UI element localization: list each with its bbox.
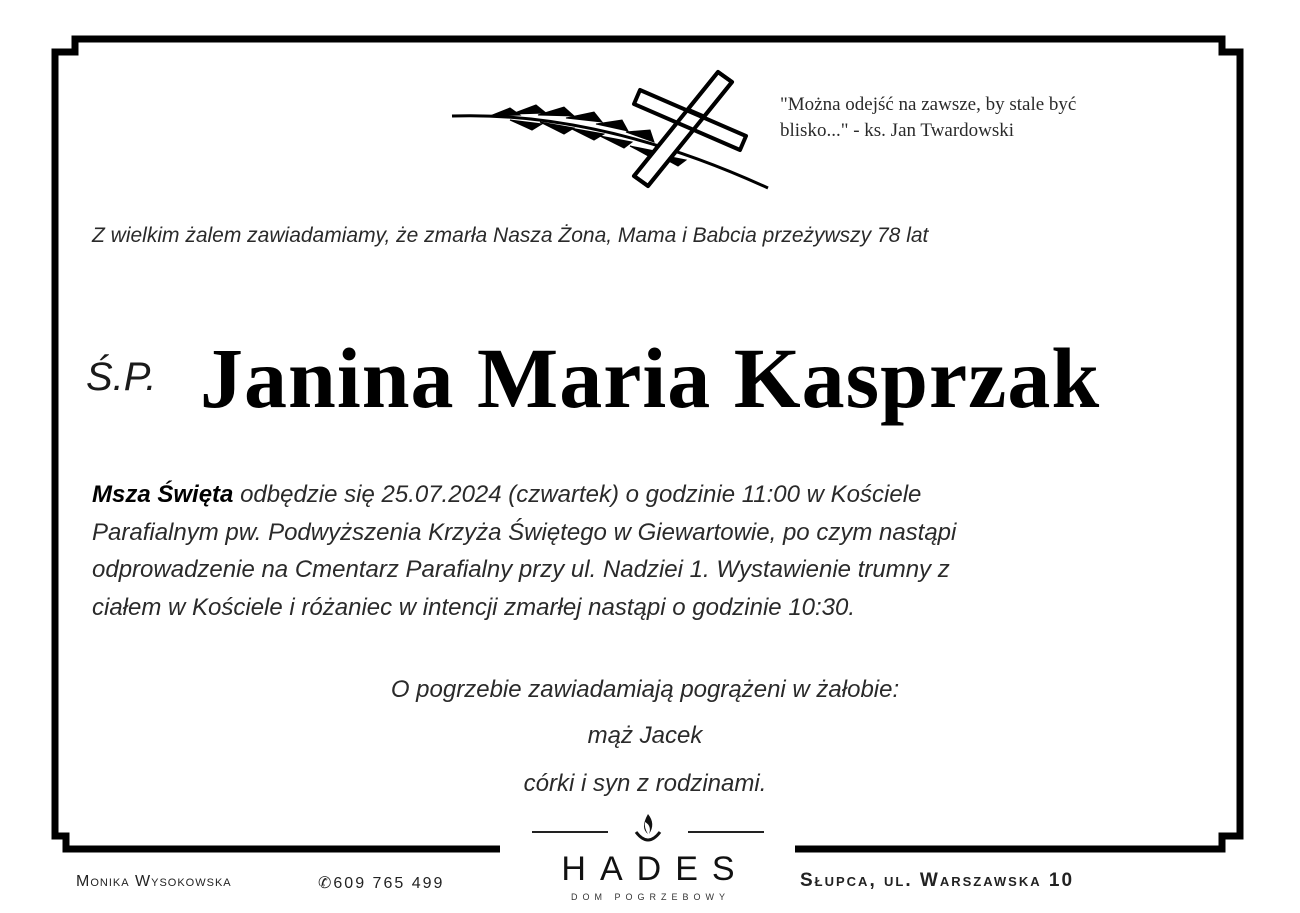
logo-subtitle: DOM POGRZEBOWY: [570, 892, 730, 902]
mourners-heading: O pogrzebie zawiadamiają pogrążeni w żałobie:: [390, 676, 900, 703]
mourners-children: córki i syn z rodzinami.: [523, 770, 767, 797]
mass-line: ciałem w Kościele i różaniec w intencji zmarłej nastąpi o godzinie 10:30.: [92, 593, 856, 621]
mass-line: odbędzie się 25.07.2024 (czwartek) o godzinie 11:00 w Kościele: [240, 481, 922, 508]
quote-line: blisko..." - ks. Jan Twardowski: [780, 120, 1015, 141]
mass-info: [92, 476, 1202, 626]
quote-line: "Można odejść na zawsze, by stale być: [780, 94, 1077, 115]
funeral-home-logo: [528, 812, 768, 908]
logo-divider: [688, 831, 764, 833]
mass-line: Parafialnym pw. Podwyższenia Krzyża Świętego w Giewartowie, po czym nastąpi: [92, 518, 957, 546]
deceased-name: Janina Maria Kasprzak: [200, 330, 1101, 426]
mass-lead: Msza Święta: [92, 481, 234, 508]
honorific: Ś.P.: [86, 355, 157, 399]
flame-icon: [632, 812, 664, 846]
contact-name: Monika Wysokowska: [76, 873, 232, 890]
cross-icon: [450, 66, 772, 194]
address: Słupca, ul. Warszawska 10: [800, 870, 1075, 891]
logo-divider: [532, 831, 608, 833]
mass-line: odprowadzenie na Cmentarz Parafialny przy ul. Nadziei 1. Wystawienie trumny z: [92, 556, 950, 583]
intro-text: Z wielkim żalem zawiadamiamy, że zmarła Nasza Żona, Mama i Babcia przeżywszy 78 lat: [92, 224, 929, 247]
phone-number: ✆609 765 499: [318, 875, 445, 892]
quote: [780, 92, 1200, 144]
mourners-spouse: mąż Jacek: [587, 722, 703, 749]
logo-wordmark: HADES: [561, 850, 749, 888]
